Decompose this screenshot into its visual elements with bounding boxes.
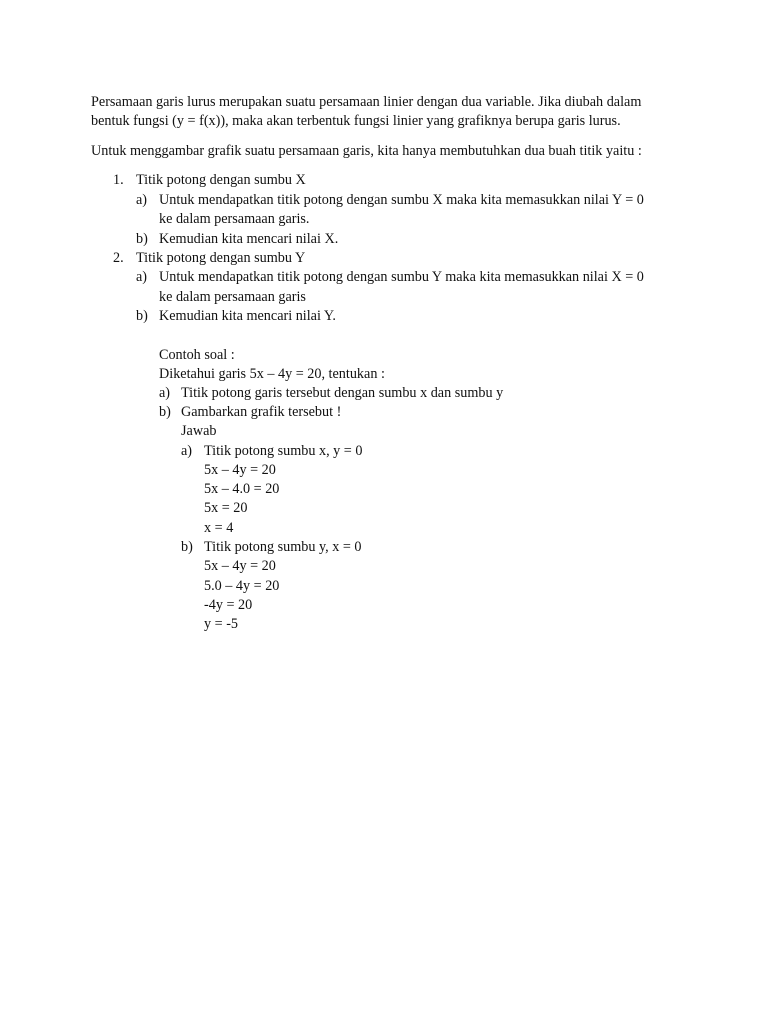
answer-b-title: Titik potong sumbu y, x = 0 xyxy=(204,539,362,555)
answer-a-step: 5x = 20 xyxy=(204,500,248,516)
answer-a-step: x = 4 xyxy=(204,520,234,536)
list-marker: a) xyxy=(136,269,148,285)
list-marker: a) xyxy=(181,443,193,459)
task-a: Titik potong garis tersebut dengan sumbu x dan sumbu y xyxy=(181,385,504,401)
answer-label: Jawab xyxy=(181,423,217,439)
intro-line-2: bentuk fungsi (y = f(x)), maka akan terbentuk fungsi linier yang grafiknya berupa garis lurus. xyxy=(91,113,621,129)
answer-a-title: Titik potong sumbu x, y = 0 xyxy=(204,443,363,459)
step-1a-line-2: ke dalam persamaan garis. xyxy=(159,211,310,227)
intro-line-1: Persamaan garis lurus merupakan suatu persamaan linier dengan dua variable. Jika diubah dalam xyxy=(91,94,642,110)
step-2-title: Titik potong dengan sumbu Y xyxy=(136,250,306,266)
list-marker: b) xyxy=(159,404,171,420)
list-marker: 1. xyxy=(113,172,124,188)
step-1a-line-1: Untuk mendapatkan titik potong dengan sumbu X maka kita memasukkan nilai Y = 0 xyxy=(159,192,644,208)
step-2a-line-2: ke dalam persamaan garis xyxy=(159,289,306,305)
answer-b-step: 5.0 – 4y = 20 xyxy=(204,578,280,594)
answer-b-step: y = -5 xyxy=(204,616,239,632)
answer-b-step: -4y = 20 xyxy=(204,597,253,613)
answer-a-step: 5x – 4y = 20 xyxy=(204,462,276,478)
list-marker: b) xyxy=(181,539,193,555)
list-marker: 2. xyxy=(113,250,124,266)
step-2a-line-1: Untuk mendapatkan titik potong dengan sumbu Y maka kita memasukkan nilai X = 0 xyxy=(159,269,644,285)
intro-line-3: Untuk menggambar grafik suatu persamaan garis, kita hanya membutuhkan dua buah titik yaitu : xyxy=(91,143,642,159)
task-b: Gambarkan grafik tersebut ! xyxy=(181,404,342,420)
answer-b-step: 5x – 4y = 20 xyxy=(204,558,276,574)
answer-a-step: 5x – 4.0 = 20 xyxy=(204,481,280,497)
list-marker: b) xyxy=(136,231,148,247)
list-marker: b) xyxy=(136,308,148,324)
step-1b-line-1: Kemudian kita mencari nilai X. xyxy=(159,231,339,247)
list-marker: a) xyxy=(136,192,148,208)
step-2b-line-1: Kemudian kita mencari nilai Y. xyxy=(159,308,336,324)
step-1-title: Titik potong dengan sumbu X xyxy=(136,172,306,188)
list-marker: a) xyxy=(159,385,171,401)
example-given: Diketahui garis 5x – 4y = 20, tentukan : xyxy=(159,366,385,382)
example-heading: Contoh soal : xyxy=(159,347,235,363)
